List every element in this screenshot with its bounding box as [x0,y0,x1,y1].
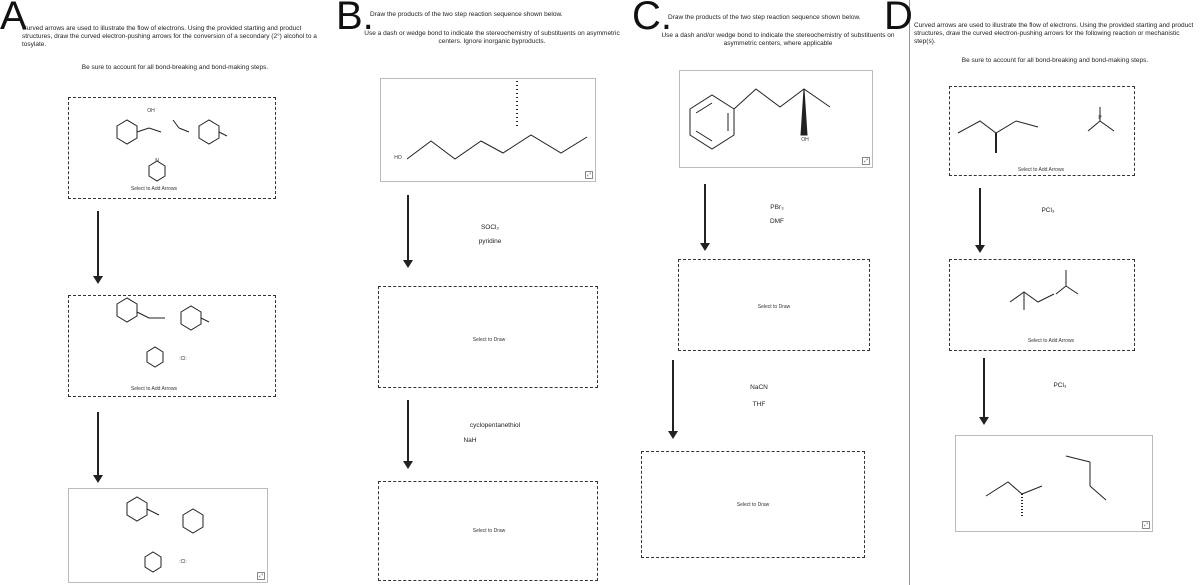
panel-c-instruction: Use a dash and/or wedge bond to indicate the stereochemistry of substituents on asymmetric centers, where applicable [661,32,895,47]
panel-b-start-box[interactable] [380,78,596,182]
oxonium-intermediate-structure [69,296,277,398]
panel-b-draw-box-2[interactable] [378,481,598,581]
down-arrow-icon [983,358,985,418]
panel-d-arrow-box-1[interactable] [949,86,1135,176]
down-arrow-icon [97,211,99,277]
corner-expand-icon[interactable]: ⤢ [258,573,263,579]
panel-a-arrow-box-1[interactable] [68,97,276,199]
atom-label-cl: :Cl: [179,559,187,565]
panel-d-box-2-label[interactable]: Select to Add Arrows [1027,338,1075,344]
atom-label-oh: OH [147,108,155,114]
panel-a-box-1-label[interactable]: Select to Add Arrows [130,186,178,192]
reagent-pcl3-2: PCl₃ [1053,382,1067,389]
panel-a-letter: A [0,0,27,38]
down-arrow-icon [672,360,674,432]
down-arrow-icon [407,400,409,462]
panel-b-box-1-label[interactable]: Select to Draw [472,337,506,343]
panel-a-arrow-box-2[interactable] [68,295,276,397]
down-arrow-icon [979,188,981,246]
panel-d-letter: D [884,0,913,38]
reagent-nacn: NaCN [750,384,768,391]
corner-expand-icon[interactable]: ⤢ [586,172,591,178]
panel-c-letter: C. [632,0,672,38]
reagent-cyclopentanethiol: cyclopentanethiol [469,422,521,429]
reagent-dmf: DMF [769,218,785,225]
panel-d-note: Be sure to account for all bond-breaking and bond-making steps. [961,57,1149,64]
panel-c-title: Draw the products of the two step reaction sequence shown below. [668,14,861,21]
reagent-pbr3: PBr₃ [770,204,784,211]
panel-b-draw-box-1[interactable] [378,286,598,388]
tosyl-chloride-mechanism-structure [69,98,277,200]
panel-d-box-1-label[interactable]: Select to Add Arrows [1017,167,1065,173]
panel-d-instruction: Curved arrows are used to illustrate the flow of electrons. Using the provided starting and product structures, draw the curved electron-pushing arrows for the following reaction or mechanistic step(s). [914,22,1194,45]
atom-label-n: N [155,158,159,164]
panel-c-draw-box-1[interactable] [678,259,870,351]
reagent-thf: THF [752,401,766,408]
alcohol-pcl3-start-structure [950,87,1136,177]
panel-a-product-box[interactable] [68,488,268,583]
panel-c-box-1-label[interactable]: Select to Draw [757,304,791,310]
panel-b-box-2-label[interactable]: Select to Draw [472,528,506,534]
hydroxyl-label: OH [801,137,809,143]
panel-b-instruction: Use a dash or wedge bond to indicate the stereochemistry of substituents on asymmetric centers. Ignore inorganic byproducts. [364,30,620,45]
panel-b-title: Draw the products of the two step reaction sequence shown below. [370,11,563,18]
panel-c-box-2-label[interactable]: Select to Draw [736,502,770,508]
panel-b-letter: B. [336,0,374,38]
alcohol-starting-structure [381,79,597,183]
hydroxyl-label: HO [394,155,402,161]
panel-d-product-box[interactable] [955,435,1153,532]
atom-label-cl: :Cl: [179,356,187,362]
tosylate-product-structure [69,489,269,584]
reagent-pcl3-1: PCl₃ [1041,207,1055,214]
panel-c-draw-box-2[interactable] [641,451,865,558]
panel-a-note: Be sure to account for all bond-breaking and bond-making steps. [81,64,269,71]
reagent-pyridine: pyridine [478,238,502,245]
panel-a-instruction: Curved arrows are used to illustrate the flow of electrons. Using the provided starting and product structures, draw the curved electron-pushing arrows for the conversion of a secondary (2°) alcohol to a tosylate. [22,25,317,48]
panel-d-arrow-box-2[interactable] [949,259,1135,351]
down-arrow-icon [97,412,99,476]
corner-expand-icon[interactable]: ⤢ [863,158,868,164]
down-arrow-icon [407,195,409,261]
reagent-nah: NaH [463,437,477,444]
panel-divider [909,0,910,585]
panel-c-start-box[interactable] [679,70,873,168]
down-arrow-icon [704,184,706,244]
phenyl-alcohol-starting-structure [680,71,874,169]
panel-a-box-2-label[interactable]: Select to Add Arrows [130,386,178,392]
corner-expand-icon[interactable]: ⤢ [1143,522,1148,528]
reagent-socl2: SOCl₂ [480,224,500,231]
atom-label-p: P [1098,115,1102,121]
alkyl-phosphite-product-structure [956,436,1154,533]
